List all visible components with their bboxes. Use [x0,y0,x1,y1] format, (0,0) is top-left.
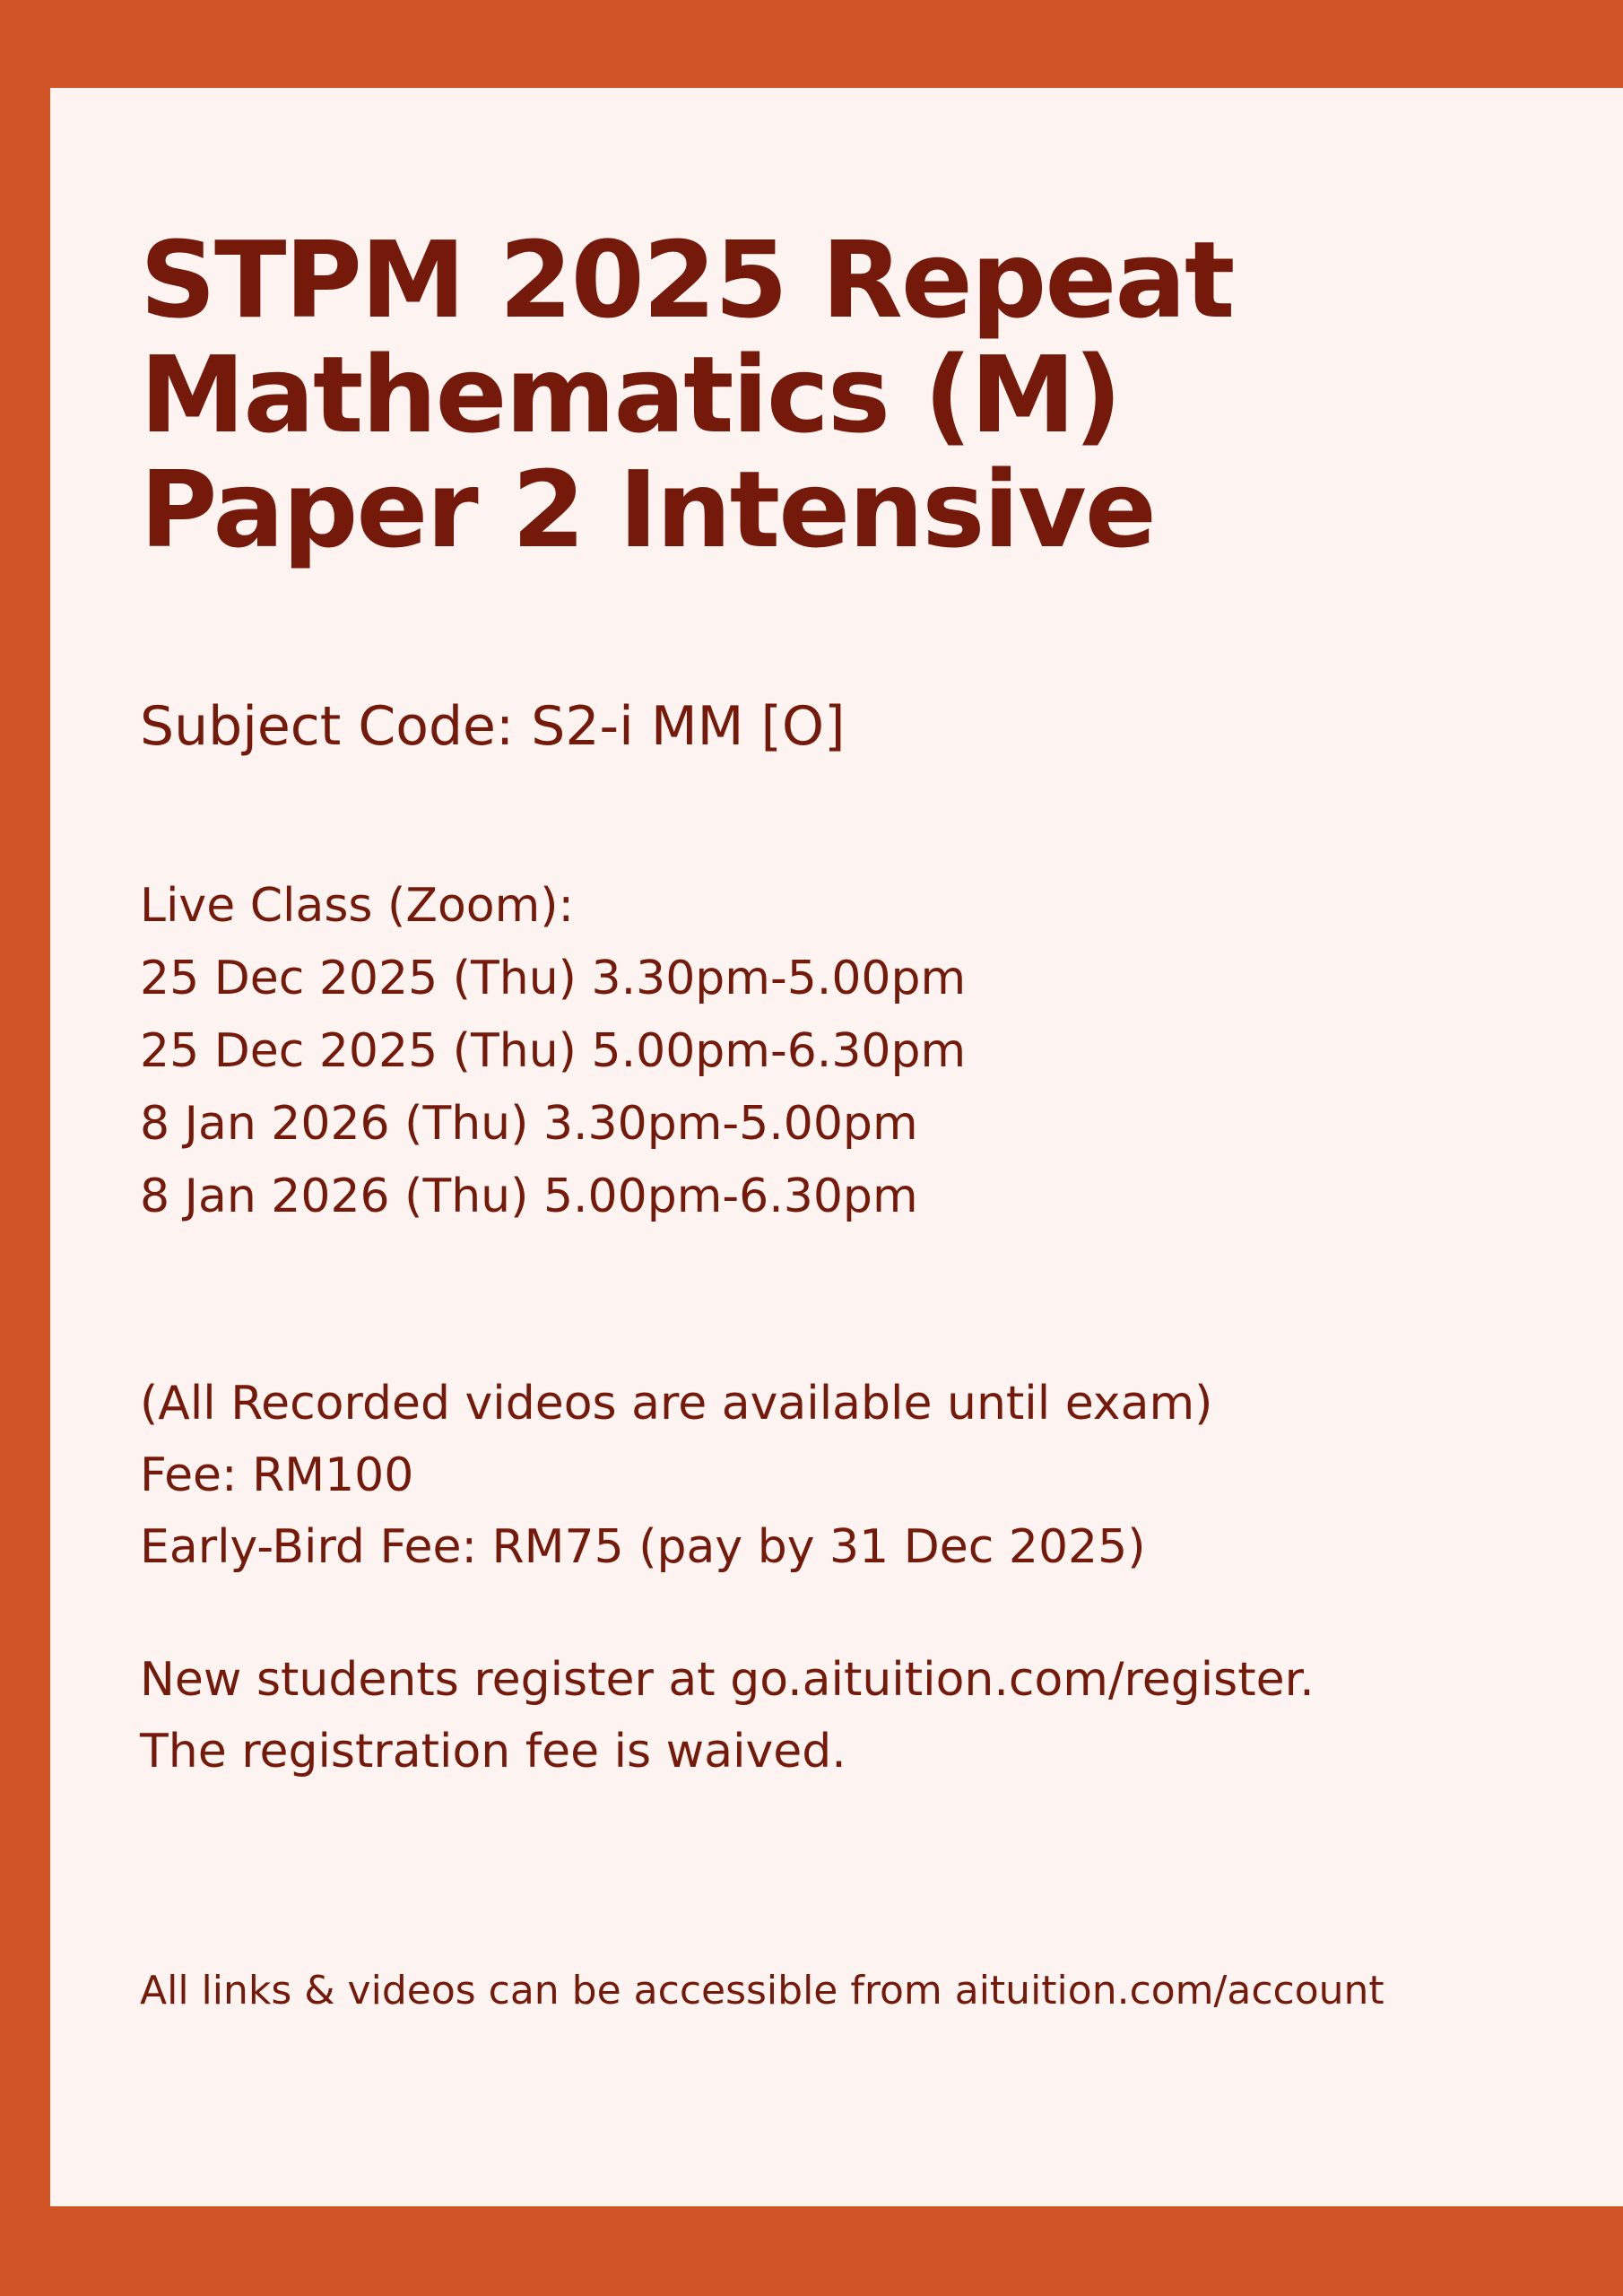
title-line-3: Paper 2 Intensive [140,448,1155,571]
early-bird-fee-text: Early-Bird Fee: RM75 (pay by 31 Dec 2025) [140,1520,1146,1574]
session-item: 8 Jan 2026 (Thu) 5.00pm-6.30pm [140,1170,918,1223]
fee-info [140,1368,1212,1583]
subject-code: Subject Code: S2-i MM [O] [140,695,846,758]
registration-info [140,1644,1315,1787]
live-class-heading: Live Class (Zoom): [140,879,575,933]
fee-text: Fee: RM100 [140,1448,414,1502]
poster-title [140,218,1234,571]
title-line-2: Mathematics (M) [140,333,1121,457]
footer-note: All links & videos can be accessible from aituition.com/account [140,1968,1384,2013]
session-item: 8 Jan 2026 (Thu) 3.30pm-5.00pm [140,1097,918,1151]
registration-line: New students register at go.aituition.com/register. [140,1653,1315,1707]
session-item: 25 Dec 2025 (Thu) 5.00pm-6.30pm [140,1024,967,1078]
registration-fee-waived: The registration fee is waived. [140,1725,846,1779]
live-class-schedule [140,870,966,1233]
title-line-1: STPM 2025 Repeat [140,218,1234,342]
recorded-videos-note: (All Recorded videos are available until exam) [140,1377,1213,1431]
session-item: 25 Dec 2025 (Thu) 3.30pm-5.00pm [140,952,967,1005]
